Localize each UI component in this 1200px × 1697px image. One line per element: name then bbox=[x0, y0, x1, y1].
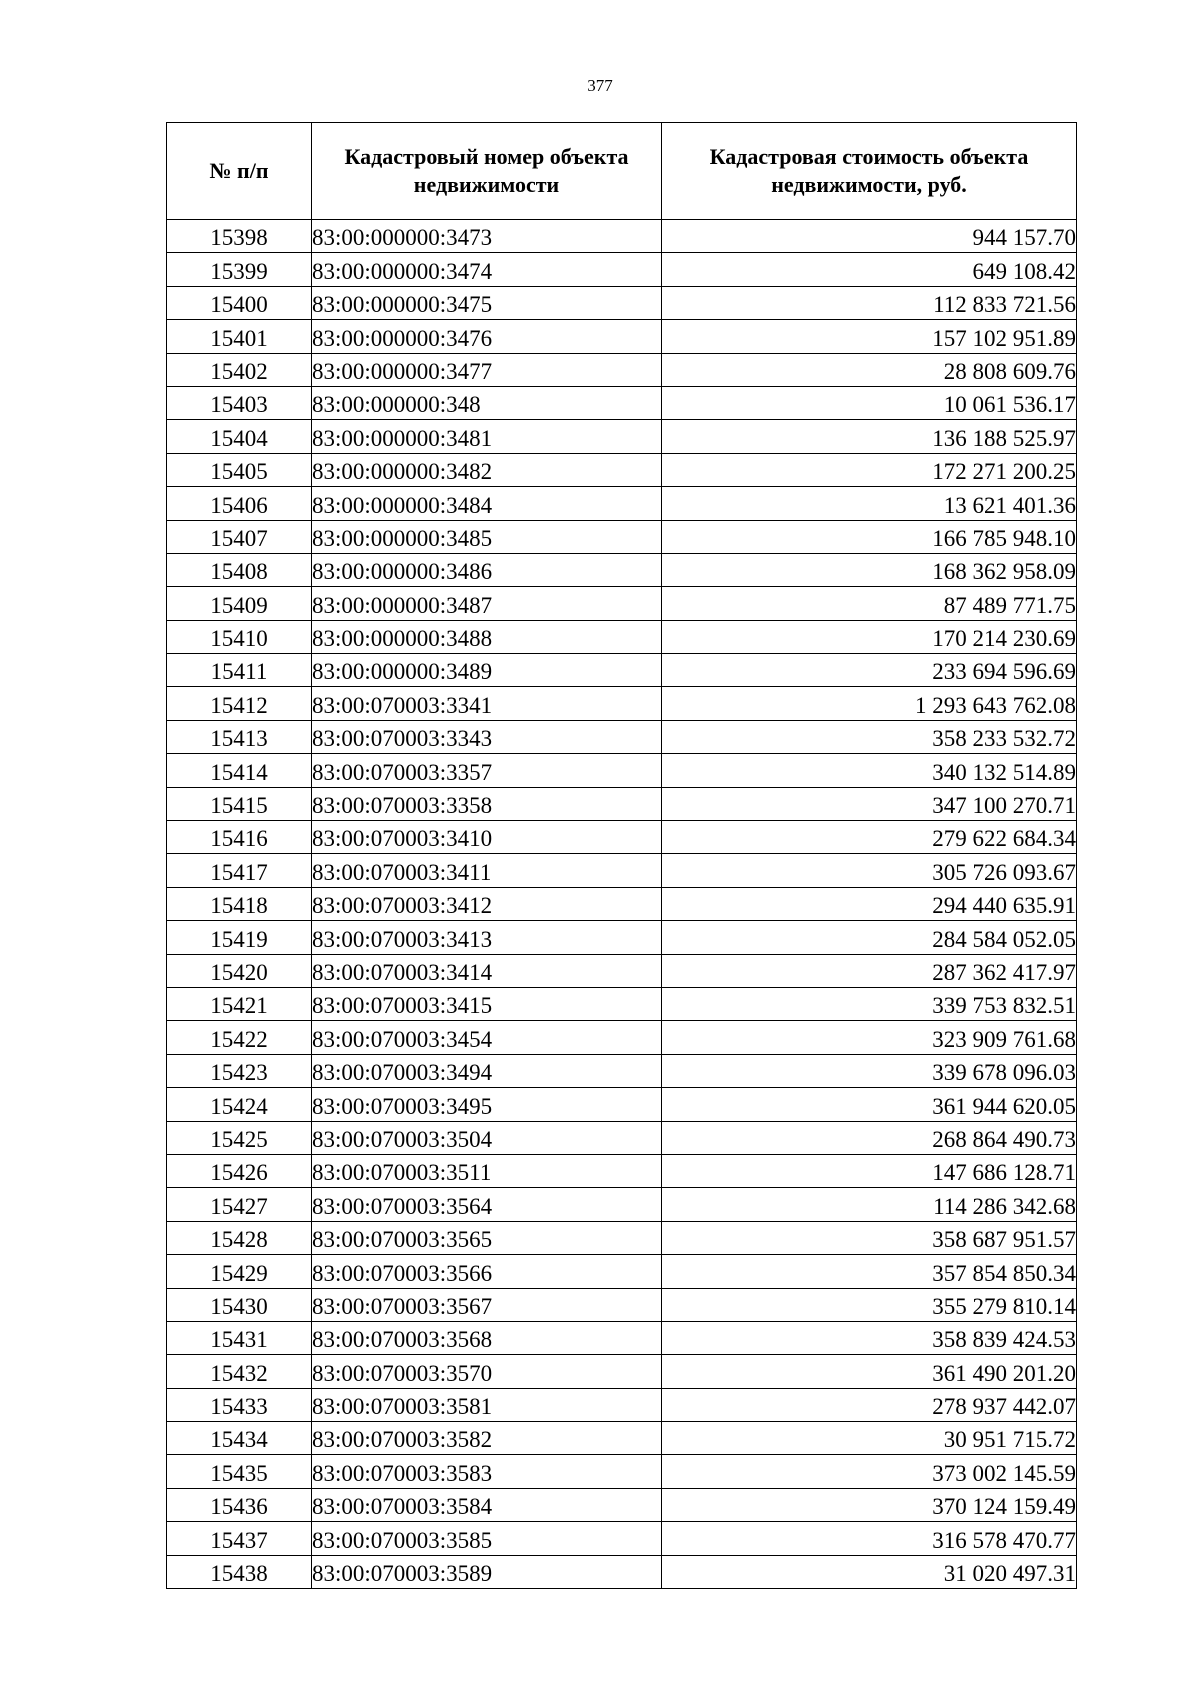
table-row bbox=[167, 1522, 1077, 1555]
cadastral-number-cell: 83:00:070003:3570 bbox=[312, 1355, 662, 1388]
table-row bbox=[167, 220, 1077, 253]
row-number-cell: 15433 bbox=[167, 1388, 312, 1421]
cadastral-value-cell: 339 753 832.51 bbox=[662, 987, 1077, 1020]
row-number-cell: 15405 bbox=[167, 453, 312, 486]
cadastral-number-cell: 83:00:000000:3489 bbox=[312, 654, 662, 687]
cadastral-number-cell: 83:00:000000:348 bbox=[312, 386, 662, 419]
table-row bbox=[167, 587, 1077, 620]
cadastral-value-cell: 170 214 230.69 bbox=[662, 620, 1077, 653]
cadastral-number-cell: 83:00:070003:3410 bbox=[312, 821, 662, 854]
header-cadastral-number: Кадастровый номер объекта недвижимости bbox=[312, 123, 662, 220]
cadastral-value-cell: 136 188 525.97 bbox=[662, 420, 1077, 453]
cadastral-number-cell: 83:00:000000:3481 bbox=[312, 420, 662, 453]
row-number-cell: 15430 bbox=[167, 1288, 312, 1321]
table-header-row bbox=[167, 123, 1077, 220]
row-number-cell: 15407 bbox=[167, 520, 312, 553]
cadastral-number-cell: 83:00:070003:3583 bbox=[312, 1455, 662, 1488]
cadastral-number-cell: 83:00:070003:3582 bbox=[312, 1422, 662, 1455]
cadastral-value-cell: 358 233 532.72 bbox=[662, 720, 1077, 753]
cadastral-value-cell: 31 020 497.31 bbox=[662, 1555, 1077, 1588]
cadastral-number-cell: 83:00:070003:3581 bbox=[312, 1388, 662, 1421]
cadastral-value-cell: 114 286 342.68 bbox=[662, 1188, 1077, 1221]
cadastral-number-cell: 83:00:070003:3504 bbox=[312, 1121, 662, 1154]
cadastral-value-cell: 166 785 948.10 bbox=[662, 520, 1077, 553]
cadastral-value-cell: 358 839 424.53 bbox=[662, 1321, 1077, 1354]
table-row bbox=[167, 1422, 1077, 1455]
cadastral-number-cell: 83:00:070003:3412 bbox=[312, 887, 662, 920]
cadastral-value-cell: 87 489 771.75 bbox=[662, 587, 1077, 620]
cadastral-number-cell: 83:00:070003:3495 bbox=[312, 1088, 662, 1121]
cadastral-number-cell: 83:00:070003:3413 bbox=[312, 921, 662, 954]
header-row-number: № п/п bbox=[167, 123, 312, 220]
cadastral-number-cell: 83:00:000000:3485 bbox=[312, 520, 662, 553]
cadastral-number-cell: 83:00:070003:3568 bbox=[312, 1321, 662, 1354]
cadastral-value-cell: 30 951 715.72 bbox=[662, 1422, 1077, 1455]
row-number-cell: 15411 bbox=[167, 654, 312, 687]
cadastral-number-cell: 83:00:000000:3474 bbox=[312, 253, 662, 286]
cadastral-number-cell: 83:00:000000:3477 bbox=[312, 353, 662, 386]
row-number-cell: 15427 bbox=[167, 1188, 312, 1221]
table-row bbox=[167, 754, 1077, 787]
cadastral-value-cell: 649 108.42 bbox=[662, 253, 1077, 286]
cadastral-value-cell: 358 687 951.57 bbox=[662, 1221, 1077, 1254]
table-row bbox=[167, 1255, 1077, 1288]
table-row bbox=[167, 887, 1077, 920]
cadastral-number-cell: 83:00:000000:3476 bbox=[312, 320, 662, 353]
row-number-cell: 15435 bbox=[167, 1455, 312, 1488]
row-number-cell: 15399 bbox=[167, 253, 312, 286]
cadastral-value-cell: 287 362 417.97 bbox=[662, 954, 1077, 987]
table-row bbox=[167, 286, 1077, 319]
table-row bbox=[167, 1488, 1077, 1521]
cadastral-number-cell: 83:00:070003:3567 bbox=[312, 1288, 662, 1321]
cadastral-value-cell: 284 584 052.05 bbox=[662, 921, 1077, 954]
table-row bbox=[167, 620, 1077, 653]
table-row bbox=[167, 687, 1077, 720]
cadastral-value-cell: 10 061 536.17 bbox=[662, 386, 1077, 419]
row-number-cell: 15414 bbox=[167, 754, 312, 787]
cadastral-value-cell: 370 124 159.49 bbox=[662, 1488, 1077, 1521]
row-number-cell: 15419 bbox=[167, 921, 312, 954]
cadastral-number-cell: 83:00:070003:3357 bbox=[312, 754, 662, 787]
row-number-cell: 15409 bbox=[167, 587, 312, 620]
table-body bbox=[167, 220, 1077, 1589]
cadastral-value-cell: 233 694 596.69 bbox=[662, 654, 1077, 687]
cadastral-value-cell: 323 909 761.68 bbox=[662, 1021, 1077, 1054]
row-number-cell: 15421 bbox=[167, 987, 312, 1020]
cadastral-value-cell: 279 622 684.34 bbox=[662, 821, 1077, 854]
cadastral-value-cell: 1 293 643 762.08 bbox=[662, 687, 1077, 720]
row-number-cell: 15425 bbox=[167, 1121, 312, 1154]
row-number-cell: 15413 bbox=[167, 720, 312, 753]
table-row bbox=[167, 253, 1077, 286]
cadastral-number-cell: 83:00:070003:3358 bbox=[312, 787, 662, 820]
table-row bbox=[167, 1088, 1077, 1121]
row-number-cell: 15417 bbox=[167, 854, 312, 887]
table-row bbox=[167, 1021, 1077, 1054]
table-row bbox=[167, 1288, 1077, 1321]
page-number: 377 bbox=[587, 76, 613, 95]
table-row bbox=[167, 854, 1077, 887]
row-number-cell: 15403 bbox=[167, 386, 312, 419]
table-row bbox=[167, 1321, 1077, 1354]
cadastral-value-cell: 347 100 270.71 bbox=[662, 787, 1077, 820]
table-row bbox=[167, 987, 1077, 1020]
cadastral-number-cell: 83:00:000000:3473 bbox=[312, 220, 662, 253]
cadastral-value-cell: 355 279 810.14 bbox=[662, 1288, 1077, 1321]
table-row bbox=[167, 1388, 1077, 1421]
cadastral-number-cell: 83:00:070003:3511 bbox=[312, 1154, 662, 1187]
row-number-cell: 15429 bbox=[167, 1255, 312, 1288]
cadastral-number-cell: 83:00:070003:3343 bbox=[312, 720, 662, 753]
row-number-cell: 15431 bbox=[167, 1321, 312, 1354]
row-number-cell: 15426 bbox=[167, 1154, 312, 1187]
cadastral-number-cell: 83:00:070003:3584 bbox=[312, 1488, 662, 1521]
cadastral-value-table bbox=[166, 122, 1077, 1589]
row-number-cell: 15398 bbox=[167, 220, 312, 253]
table-row bbox=[167, 1221, 1077, 1254]
cadastral-value-cell: 373 002 145.59 bbox=[662, 1455, 1077, 1488]
row-number-cell: 15404 bbox=[167, 420, 312, 453]
table-row bbox=[167, 487, 1077, 520]
cadastral-number-cell: 83:00:000000:3486 bbox=[312, 553, 662, 586]
row-number-cell: 15412 bbox=[167, 687, 312, 720]
table-row bbox=[167, 1154, 1077, 1187]
row-number-cell: 15418 bbox=[167, 887, 312, 920]
cadastral-number-cell: 83:00:070003:3585 bbox=[312, 1522, 662, 1555]
cadastral-value-cell: 13 621 401.36 bbox=[662, 487, 1077, 520]
table-row bbox=[167, 1555, 1077, 1588]
cadastral-value-cell: 361 944 620.05 bbox=[662, 1088, 1077, 1121]
table-row bbox=[167, 954, 1077, 987]
cadastral-number-cell: 83:00:070003:3341 bbox=[312, 687, 662, 720]
cadastral-number-cell: 83:00:070003:3566 bbox=[312, 1255, 662, 1288]
cadastral-number-cell: 83:00:070003:3565 bbox=[312, 1221, 662, 1254]
cadastral-number-cell: 83:00:000000:3482 bbox=[312, 453, 662, 486]
row-number-cell: 15437 bbox=[167, 1522, 312, 1555]
row-number-cell: 15406 bbox=[167, 487, 312, 520]
cadastral-number-cell: 83:00:070003:3494 bbox=[312, 1054, 662, 1087]
cadastral-number-cell: 83:00:070003:3414 bbox=[312, 954, 662, 987]
table-row bbox=[167, 787, 1077, 820]
table-row bbox=[167, 1455, 1077, 1488]
row-number-cell: 15436 bbox=[167, 1488, 312, 1521]
row-number-cell: 15434 bbox=[167, 1422, 312, 1455]
cadastral-value-cell: 294 440 635.91 bbox=[662, 887, 1077, 920]
row-number-cell: 15422 bbox=[167, 1021, 312, 1054]
table-row bbox=[167, 453, 1077, 486]
row-number-cell: 15438 bbox=[167, 1555, 312, 1588]
row-number-cell: 15420 bbox=[167, 954, 312, 987]
row-number-cell: 15410 bbox=[167, 620, 312, 653]
row-number-cell: 15428 bbox=[167, 1221, 312, 1254]
table-row bbox=[167, 654, 1077, 687]
table-row bbox=[167, 1355, 1077, 1388]
row-number-cell: 15401 bbox=[167, 320, 312, 353]
cadastral-number-cell: 83:00:000000:3484 bbox=[312, 487, 662, 520]
cadastral-number-cell: 83:00:070003:3564 bbox=[312, 1188, 662, 1221]
row-number-cell: 15432 bbox=[167, 1355, 312, 1388]
table-row bbox=[167, 520, 1077, 553]
row-number-cell: 15416 bbox=[167, 821, 312, 854]
table-row bbox=[167, 821, 1077, 854]
cadastral-value-cell: 268 864 490.73 bbox=[662, 1121, 1077, 1154]
row-number-cell: 15408 bbox=[167, 553, 312, 586]
cadastral-value-cell: 944 157.70 bbox=[662, 220, 1077, 253]
cadastral-value-cell: 28 808 609.76 bbox=[662, 353, 1077, 386]
cadastral-number-cell: 83:00:070003:3415 bbox=[312, 987, 662, 1020]
cadastral-value-cell: 361 490 201.20 bbox=[662, 1355, 1077, 1388]
cadastral-value-cell: 339 678 096.03 bbox=[662, 1054, 1077, 1087]
cadastral-value-cell: 305 726 093.67 bbox=[662, 854, 1077, 887]
header-cadastral-value: Кадастровая стоимость объекта недвижимости, руб. bbox=[662, 123, 1077, 220]
table-row bbox=[167, 320, 1077, 353]
table-row bbox=[167, 720, 1077, 753]
table-row bbox=[167, 553, 1077, 586]
table-row bbox=[167, 1054, 1077, 1087]
table-row bbox=[167, 921, 1077, 954]
row-number-cell: 15424 bbox=[167, 1088, 312, 1121]
cadastral-value-cell: 147 686 128.71 bbox=[662, 1154, 1077, 1187]
cadastral-number-cell: 83:00:000000:3475 bbox=[312, 286, 662, 319]
cadastral-number-cell: 83:00:070003:3454 bbox=[312, 1021, 662, 1054]
table-row bbox=[167, 386, 1077, 419]
table-row bbox=[167, 420, 1077, 453]
cadastral-value-cell: 157 102 951.89 bbox=[662, 320, 1077, 353]
cadastral-value-cell: 278 937 442.07 bbox=[662, 1388, 1077, 1421]
cadastral-value-cell: 168 362 958.09 bbox=[662, 553, 1077, 586]
cadastral-value-cell: 316 578 470.77 bbox=[662, 1522, 1077, 1555]
cadastral-number-cell: 83:00:070003:3411 bbox=[312, 854, 662, 887]
cadastral-number-cell: 83:00:070003:3589 bbox=[312, 1555, 662, 1588]
table-row bbox=[167, 353, 1077, 386]
cadastral-number-cell: 83:00:000000:3488 bbox=[312, 620, 662, 653]
cadastral-value-cell: 112 833 721.56 bbox=[662, 286, 1077, 319]
row-number-cell: 15415 bbox=[167, 787, 312, 820]
cadastral-value-cell: 357 854 850.34 bbox=[662, 1255, 1077, 1288]
row-number-cell: 15423 bbox=[167, 1054, 312, 1087]
row-number-cell: 15400 bbox=[167, 286, 312, 319]
row-number-cell: 15402 bbox=[167, 353, 312, 386]
cadastral-value-cell: 172 271 200.25 bbox=[662, 453, 1077, 486]
table-row bbox=[167, 1121, 1077, 1154]
table-row bbox=[167, 1188, 1077, 1221]
cadastral-number-cell: 83:00:000000:3487 bbox=[312, 587, 662, 620]
cadastral-value-cell: 340 132 514.89 bbox=[662, 754, 1077, 787]
